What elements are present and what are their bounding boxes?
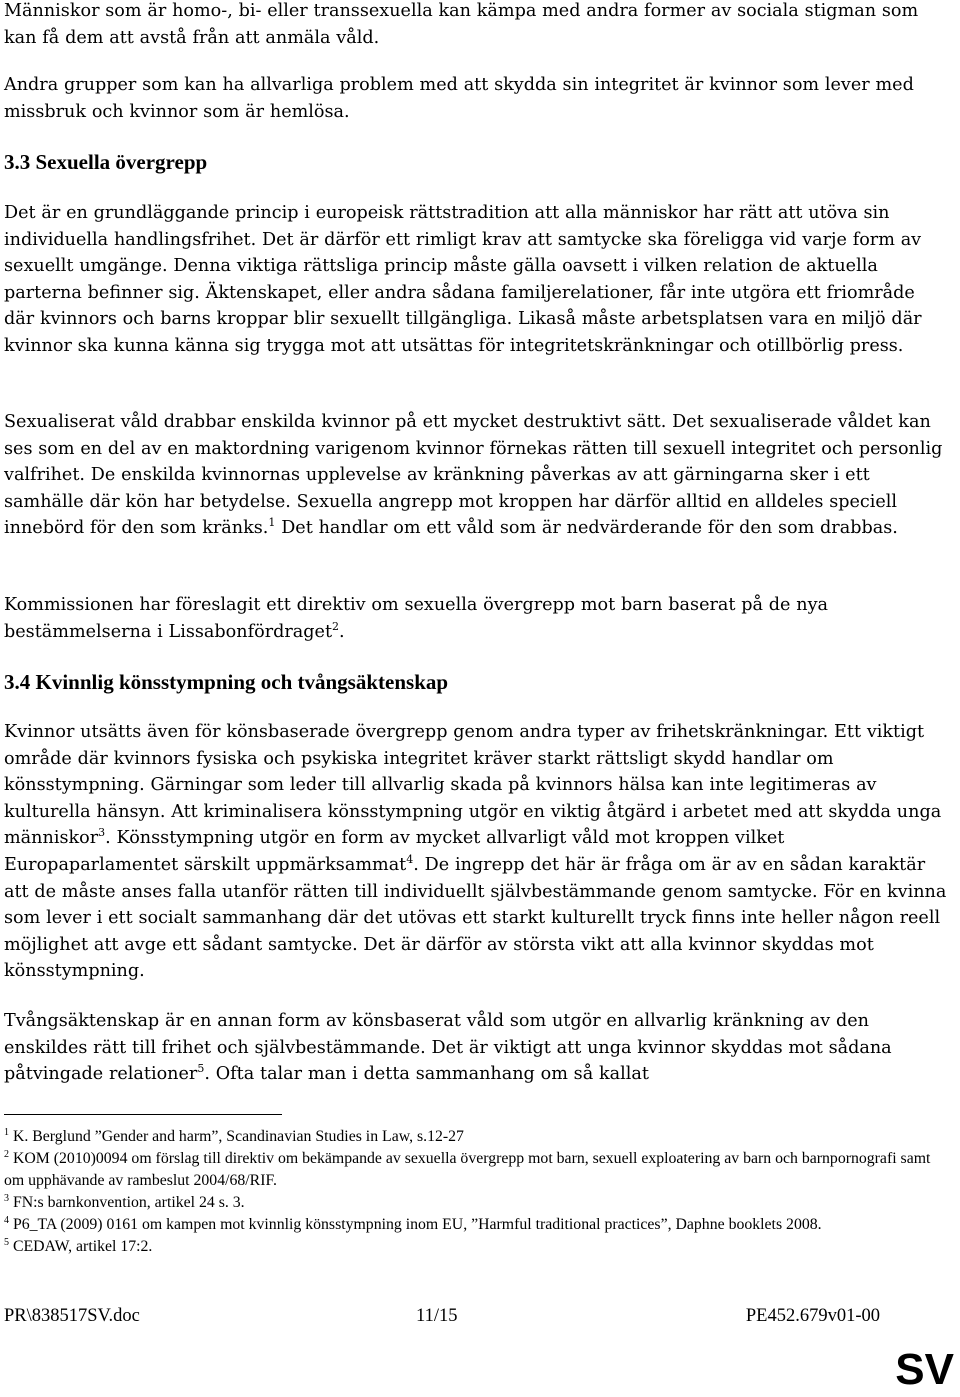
footnote-separator bbox=[4, 1114, 282, 1115]
paragraph-text: . bbox=[339, 621, 345, 642]
footnote-text: K. Berglund ”Gender and harm”, Scandinavian Studies in Law, s.12-27 bbox=[9, 1128, 464, 1145]
footnote-number: 1 bbox=[4, 1127, 9, 1138]
paragraph-text: Kommissionen har föreslagit ett direktiv om sexuella övergrepp mot barn baserat på de nya bestämmelserna i Lissabonfördraget bbox=[4, 595, 829, 642]
footnote-number: 2 bbox=[4, 1149, 9, 1160]
section-heading-3-4: 3.4 Kvinnlig könsstympning och tvångsäktenskap bbox=[4, 670, 449, 694]
footnote-2 bbox=[4, 1148, 944, 1192]
footnote-ref-4[interactable]: 4 bbox=[406, 852, 414, 866]
paragraph-text: Kvinnor utsätts även för könsbaserade övergrepp genom andra typer av frihetskränkningar. Ett viktigt område där kvinnors fysiska och psykiska integritet kräver starkt rättsligt skydd handlar om könsstympning. Gärningar som leder till allvarlig skada på kvinnors hälsa kan inte legitimeras av kulturella hänsyn. Att kriminalisera könsstympning utgör en viktig åtgärd i arbetet med att skydda unga människor bbox=[4, 722, 942, 849]
intro-paragraph-1: Människor som är homo-, bi- eller transsexuella kan kämpa med andra former av sociala stigman som kan få dem att avstå från att anmäla våld. bbox=[4, 1, 919, 48]
section-3-3-paragraph-3 bbox=[4, 592, 949, 645]
paragraph-text: . Ofta talar man i detta sammanhang om så kallat bbox=[204, 1064, 649, 1085]
footer-pe-ref: PE452.679v01-00 bbox=[745, 1306, 880, 1326]
section-3-4-paragraph-2 bbox=[4, 1008, 949, 1088]
footnote-4 bbox=[4, 1214, 944, 1236]
footnote-ref-5[interactable]: 5 bbox=[197, 1062, 205, 1076]
footnotes-section bbox=[4, 1126, 944, 1258]
footnote-number: 5 bbox=[4, 1237, 9, 1248]
footnote-1 bbox=[4, 1126, 944, 1148]
intro-paragraph-2: Andra grupper som kan ha allvarliga problem med att skydda sin integritet är kvinnor som lever med missbruk och kvinnor som är hemlösa. bbox=[4, 75, 914, 122]
footnote-text: KOM (2010)0094 om förslag till direktiv om bekämpande av sexuella övergrepp mot barn, sexuell exploatering av barn och barnpornografi samt om upphävande av rambeslut 2004/68/RIF. bbox=[4, 1150, 931, 1189]
paragraph-text: . De ingrepp det här är fråga om är av en sådan karaktär att de måste anses falla utanför rätten till individuellt självbestämmande genom samtycke. För en kvinna som lever i ett socialt sammanhang där det utövas ett starkt kulturellt tryck finns inte heller någon reell möjlighet att avge ett sådant samtycke. Det är därför av största vikt att alla kvinnor skyddas mot könsstympning. bbox=[4, 854, 947, 982]
footnote-5 bbox=[4, 1236, 944, 1258]
footnote-3 bbox=[4, 1192, 944, 1214]
footnote-text: P6_TA (2009) 0161 om kampen mot kvinnlig könsstympning inom EU, ”Harmful traditional practices”, Daphne booklets 2008. bbox=[9, 1216, 822, 1233]
section-heading-3-3: 3.3 Sexuella övergrepp bbox=[4, 150, 208, 174]
section-3-3-paragraph-2 bbox=[4, 409, 949, 542]
footnote-ref-3[interactable]: 3 bbox=[98, 826, 106, 840]
footnote-ref-2[interactable]: 2 bbox=[332, 619, 340, 633]
footer-page-number: 11/15 bbox=[416, 1306, 458, 1326]
paragraph-text: Tvångsäktenskap är en annan form av könsbaserat våld som utgör en allvarlig kränkning av den enskildes rätt till frihet och självbestämmande. Det är viktigt att unga kvinnor skyddas mot sådana påtvingade relationer bbox=[4, 1011, 892, 1085]
footnote-number: 3 bbox=[4, 1193, 9, 1204]
language-badge: SV bbox=[895, 1345, 954, 1394]
section-3-3-paragraph-1: Det är en grundläggande princip i europeisk rättstradition att alla människor har rätt att utöva sin individuella handlingsfrihet. Det är därför ett rimligt krav att samtycke ska föreligga vid varje form av sexuellt umgänge. Denna viktiga rättsliga princip måste gälla oavsett i vilken relation de aktuella parterna befinner sig. Äktenskapet, eller andra sådana familjerelationer, får inte utgöra ett friområde där kvinnors och barns kroppar blir sexuellt tillgängliga. Likaså måste arbetsplatsen vara en miljö där kvinnor ska kunna känna sig trygga mot att utsättas för integritetskränkningar och otillbörlig press. bbox=[4, 203, 922, 356]
footnote-number: 4 bbox=[4, 1215, 9, 1226]
footnote-text: CEDAW, artikel 17:2. bbox=[9, 1238, 153, 1255]
footnote-text: FN:s barnkonvention, artikel 24 s. 3. bbox=[9, 1194, 245, 1211]
paragraph-text: . Könsstympning utgör en form av mycket allvarligt våld mot kroppen vilket Europaparlamentet särskilt uppmärksammat bbox=[4, 828, 785, 875]
paragraph-text: Det handlar om ett våld som är nedvärderande för den som drabbas. bbox=[275, 518, 898, 539]
page-footer bbox=[4, 1306, 880, 1330]
section-3-4-paragraph-1 bbox=[4, 719, 949, 985]
footer-doc-ref: PR\838517SV.doc bbox=[4, 1306, 140, 1326]
footnote-ref-1[interactable]: 1 bbox=[268, 516, 276, 530]
paragraph-text: Sexualiserat våld drabbar enskilda kvinnor på ett mycket destruktivt sätt. Det sexualiserade våldet kan ses som en del av en maktordning varigenom kvinnor förnekas rätten till sexuell integritet och personlig valfrihet. De enskilda kvinnornas upplevelse av kränkning påverkas av att gärningarna sker i ett samhälle där kön har betydelse. Sexuella angrepp mot kroppen har därför alltid en alldeles speciell innebörd för den som kränks. bbox=[4, 412, 943, 539]
